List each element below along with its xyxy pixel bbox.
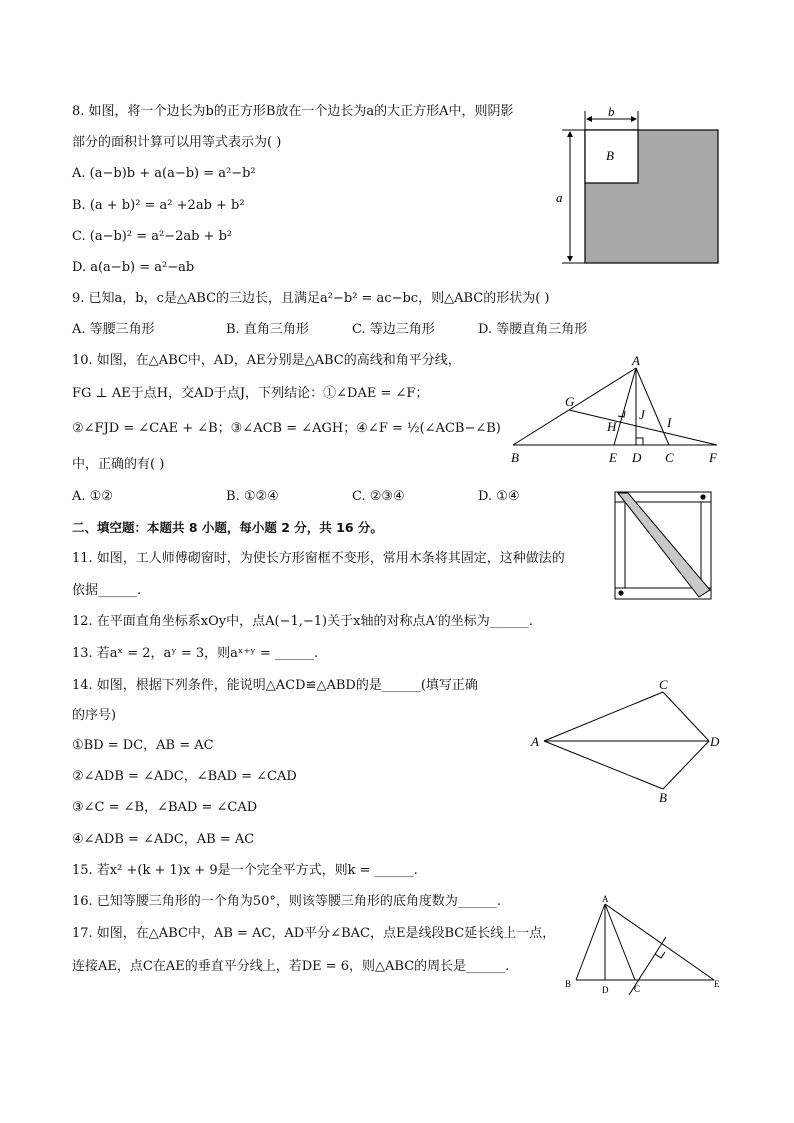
q8-option-a: A. (a−b)b + a(a−b) = a²−b²	[72, 166, 256, 181]
q9-option-b: B. 直角三角形	[226, 322, 309, 337]
label-B: B	[659, 790, 667, 805]
q14-kite-figure	[528, 676, 726, 806]
q9-option-c: C. 等边三角形	[352, 322, 435, 337]
q14-stem-line2: 的序号)	[72, 708, 117, 723]
q10-stem-line2: FG ⊥ AE于点H，交AD于点J，下列结论：①∠DAE = ∠F；	[72, 386, 429, 401]
q11-window-frame-figure	[612, 489, 714, 603]
q11-stem-line2: 依据______.	[72, 583, 142, 598]
q16-stem: 16. 已知等腰三角形的一个角为50°，则该等腰三角形的底角度数为______.	[72, 894, 501, 909]
wooden-brace	[618, 493, 710, 597]
label-A: A	[632, 354, 640, 368]
q8-square-figure	[552, 104, 724, 268]
label-G: G	[565, 394, 575, 409]
label-b: b	[608, 104, 615, 119]
q17-stem-line2: 连接AE，点C在AE的垂直平分线上，若DE = 6，则△ABC的周长是______.	[72, 959, 510, 974]
label-H: H	[607, 419, 617, 434]
q15-stem: 15. 若x² +(k + 1)x + 9是一个完全平方式，则k = ______.	[72, 863, 418, 878]
q9-stem: 9. 已知a，b，c是△ABC的三边长，且满足a²−b² = ac−bc，则△ABC的形状为( )	[72, 291, 550, 306]
q8-option-b: B. (a + b)² = a² +2ab + b²	[72, 198, 245, 213]
q14-condition-3: ③∠C = ∠B，∠BAD = ∠CAD	[72, 800, 258, 815]
q8-option-c: C. (a−b)² = a²−2ab + b²	[72, 229, 233, 244]
label-E: E	[609, 450, 617, 465]
q14-condition-4: ④∠ADB = ∠ADC，AB = AC	[72, 832, 255, 847]
label-D: D	[710, 734, 720, 749]
label-F: F	[709, 450, 717, 465]
label-A: A	[602, 894, 609, 904]
q14-condition-2: ②∠ADB = ∠ADC，∠BAD = ∠CAD	[72, 769, 297, 784]
q8-stem-line1: 8. 如图，将一个边长为b的正方形B放在一个边长为a的大正方形A中，则阴影	[72, 104, 514, 119]
label-I: I	[667, 415, 672, 430]
q14-stem-line1: 14. 如图，根据下列条件，能说明△ACD≌△ABD的是______(填写正确	[72, 678, 478, 693]
nail-icon	[700, 494, 705, 499]
label-E: E	[714, 979, 720, 989]
q10-stem-line1: 10. 如图，在△ABC中，AD，AE分别是△ABC的高线和角平分线，	[72, 353, 461, 368]
q17-stem-line1: 17. 如图，在△ABC中，AB = AC，AD平分∠BAC，点E是线段BC延长线上一点，	[72, 926, 556, 941]
label-D: D	[632, 450, 642, 465]
label-a: a	[556, 190, 563, 205]
q10-option-d: D. ①④	[478, 489, 520, 504]
section-2-heading: 二、填空题：本题共 8 小题，每小题 2 分，共 16 分。	[72, 520, 383, 535]
q10-triangle-figure	[505, 354, 727, 466]
q10-stem-line4: 中，正确的有( )	[72, 457, 165, 472]
q12-stem: 12. 在平面直角坐标系xOy中，点A(−1,−1)关于x轴的对称点A′的坐标为______.	[72, 614, 533, 629]
q17-triangle-figure	[562, 893, 728, 999]
label-J: J	[639, 407, 645, 422]
q9-option-a: A. 等腰三角形	[72, 322, 155, 337]
q14-condition-1: ①BD = DC，AB = AC	[72, 738, 214, 753]
q10-option-c: C. ②③④	[352, 489, 405, 504]
q10-option-b: B. ①②④	[226, 489, 279, 504]
label-B: B	[606, 148, 614, 163]
q11-stem-line1: 11. 如图，工人师傅砌窗时，为使长方形窗框不变形，常用木条将其固定，这种做法的	[72, 551, 565, 566]
q13-stem: 13. 若aˣ = 2，aʸ = 3，则aˣ⁺ʸ = ______.	[72, 646, 319, 661]
label-B: B	[565, 979, 572, 989]
q10-option-a: A. ①②	[72, 489, 113, 504]
q9-option-d: D. 等腰直角三角形	[478, 322, 588, 337]
nail-icon	[618, 590, 623, 595]
label-B: B	[511, 450, 519, 465]
q8-stem-line2: 部分的面积计算可以用等式表示为( )	[72, 135, 282, 150]
label-D: D	[602, 985, 609, 995]
label-C: C	[634, 984, 641, 994]
label-C: C	[665, 450, 674, 465]
label-A: A	[531, 734, 539, 749]
q8-option-d: D. a(a−b) = a²−ab	[72, 260, 195, 275]
label-C: C	[659, 677, 668, 692]
q10-stem-line3: ②∠FJD = ∠CAE + ∠B；③∠ACB = ∠AGH；④∠F = ½(∠ACB−∠B)	[72, 421, 501, 436]
